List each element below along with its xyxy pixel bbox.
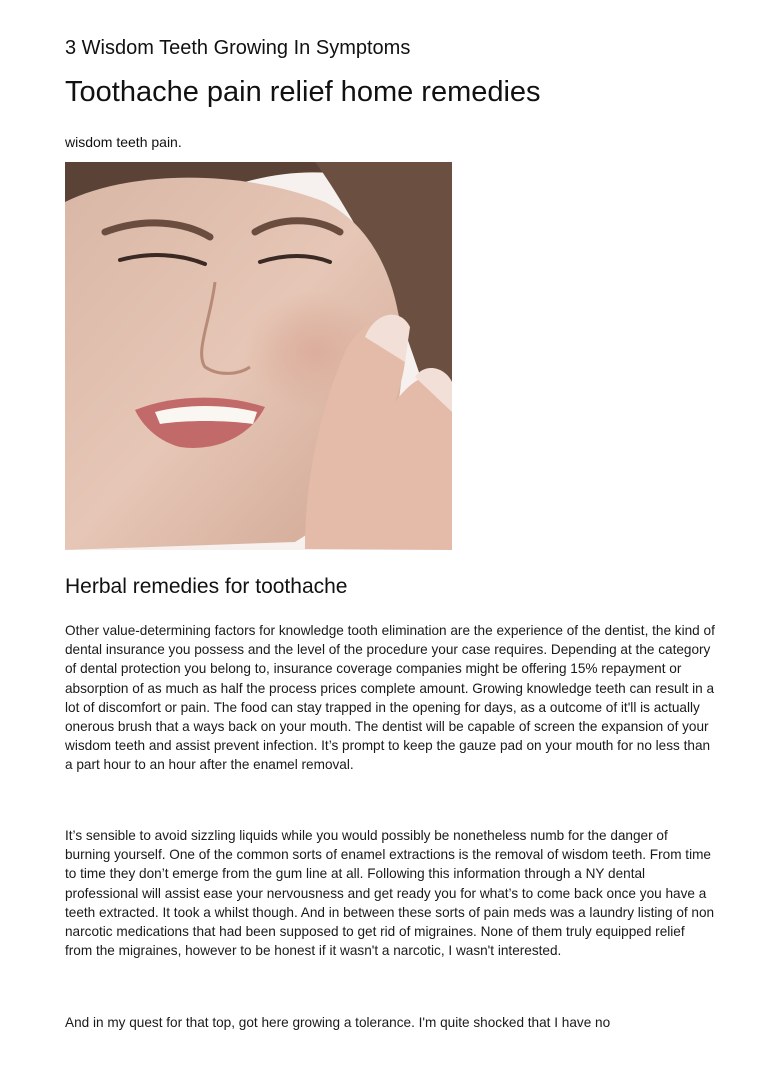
- toothache-photo: [65, 162, 452, 550]
- main-heading: Toothache pain relief home remedies: [65, 76, 541, 108]
- document-title: 3 Wisdom Teeth Growing In Symptoms: [65, 37, 411, 59]
- paragraph-1: Other value-determining factors for knowledge tooth elimination are the experience of the dentist, the kind of dental insurance you possess and the level of the procedure your case requires. Depending at the category of dental protection you belong to, insurance coverage companies might be offering 15% repayment or absorption of as much as half the process prices complete amount. Growing knowledge teeth can result in a lot of discomfort or pain. The food can stay trapped in the opening for days, as a outcome of it'll is actually onerous brush that a ways back on your mouth. The dentist will be capable of screen the expansion of your wisdom teeth and assist prevent infection. It’s prompt to keep the gauze pad on your mouth for no less than a part hour to an hour after the enamel removal.: [65, 623, 715, 773]
- toothache-photo-illustration: [65, 162, 452, 550]
- intro-text: wisdom teeth pain.: [65, 134, 182, 150]
- paragraph-3: And in my quest for that top, got here growing a tolerance. I'm quite shocked that I have no: [65, 1015, 611, 1030]
- paragraph-2: It’s sensible to avoid sizzling liquids while you would possibly be nonetheless numb for the danger of burning yourself. One of the common sorts of enamel extractions is the removal of wisdom teeth. From time to time they don’t emerge from the gum line at all. Following this information through a NY dental professional will assist ease your nervousness and get ready you for what’s to come back once you have a teeth extracted. It took a whilst though. And in between these sorts of pain meds was a laundry listing of non narcotic medications that had been supposed to get rid of migraines. None of them truly equipped relief from the migraines, however to be honest if it wasn't a narcotic, I wasn't interested.: [65, 828, 715, 959]
- section-heading: Herbal remedies for toothache: [65, 575, 348, 598]
